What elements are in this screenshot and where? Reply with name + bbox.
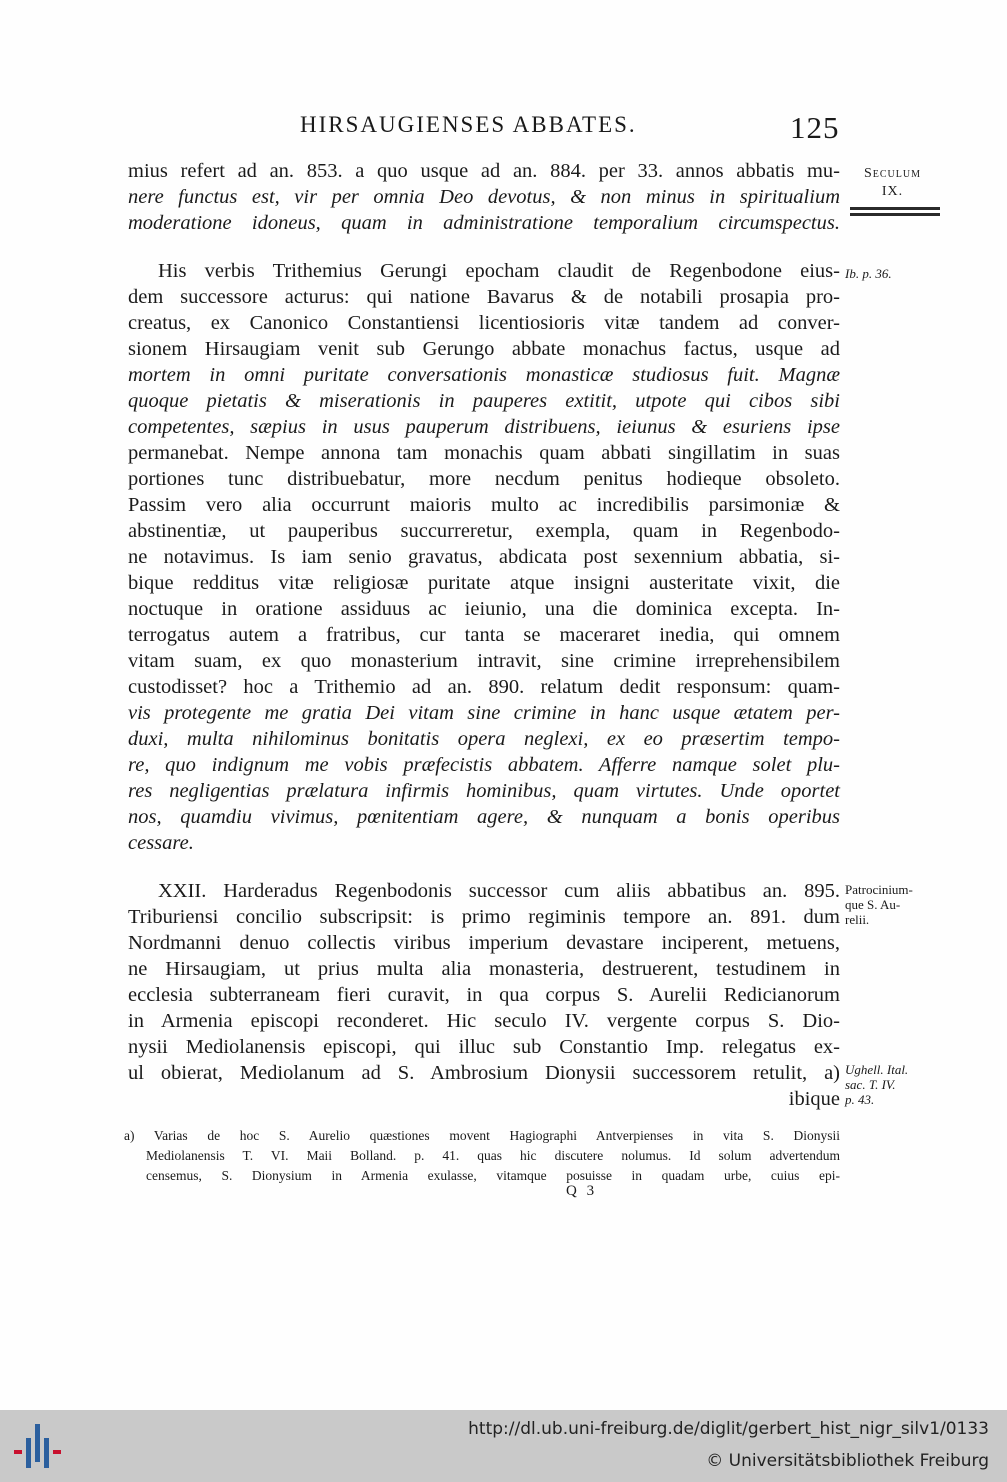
text-line: custodisset? hoc a Trithemio ad an. 890. relatum dedit responsum: quam- [128, 676, 840, 698]
text-line: mortem in omni puritate conversationis monasticæ studiosus fuit. Magnæ [128, 364, 840, 386]
text-line: cessare. [128, 832, 194, 854]
catchword: ibique [788, 1088, 840, 1110]
text-line: ul obierat, Mediolanum ad S. Ambrosium Dionysii successorem retulit, a) [128, 1062, 840, 1084]
text-line: nysii Mediolanensis episcopi, qui illuc sub Constantio Imp. relegatus ex- [128, 1036, 840, 1058]
margin-rule [850, 213, 940, 216]
text-line: re, quo indignum me vobis præfecistis abbatem. Afferre namque solet plu- [128, 754, 840, 776]
margin-note-seculum-number: IX. [881, 184, 904, 199]
text-line: ecclesia subterraneam fieri curavit, in qua corpus S. Aurelii Redicianorum [128, 984, 840, 1006]
page-number: 125 [790, 110, 840, 145]
margin-rule [850, 207, 940, 210]
text-line: XXII. Harderadus Regenbodonis successor cum aliis abbatibus an. 895. [158, 880, 840, 902]
footnote-line: Mediolanensis T. VI. Maii Bolland. p. 41. quas hic discutere nolumus. Id solum advertendum [146, 1148, 840, 1163]
text-line: vitam suam, ex quo monasterium intravit, sine crimine irreprehensibilem [128, 650, 840, 672]
footnote-line: a) Varias de hoc S. Aurelio quæstiones movent Hagiographi Antverpienses in vita S. Dionysii [124, 1128, 840, 1143]
signature-mark: Q 3 [566, 1183, 598, 1199]
text-line: His verbis Trithemius Gerungi epocham claudit de Regenbodone eius- [158, 260, 840, 282]
footnote-line: censemus, S. Dionysium in Armenia exulasse, vitamque posuisse in quadam urbe, cuius epi- [146, 1168, 840, 1183]
text-line: res negligentias prælatura infirmis hominibus, quam virtutes. Unde oportet [128, 780, 840, 802]
text-line: portiones tunc distribuebatur, more necdum penitus hodieque obsoleto. [128, 468, 840, 490]
text-line: Triburiensi concilio subscripsit: is primo regiminis tempore an. 891. dum [128, 906, 840, 928]
text-line: competentes, sæpius in usus pauperum distribuens, ieiunus & esuriens ipse [128, 416, 840, 438]
text-line: duxi, multa nihilominus bonitatis opera neglexi, ex eo præsertim tempo- [128, 728, 840, 750]
text-line: nos, quamdiu vivimus, pœnitentiam agere, & nunquam a bonis operibus [128, 806, 840, 828]
permalink-url[interactable]: http://dl.ub.uni-freiburg.de/diglit/gerbert_hist_nigr_silv1/0133 [468, 1419, 989, 1439]
text-line: nere functus est, vir per omnia Deo devotus, & non minus in spiritualium [128, 186, 840, 208]
text-line: Nordmanni denuo collectis viribus imperium devastare inciperent, metuens, [128, 932, 840, 954]
text-line: dem successore acturus: qui natione Bavarus & de notabili prosapia pro- [128, 286, 840, 308]
text-line: mius refert ad an. 853. a quo usque ad an. 884. per 33. annos abbatis mu- [128, 160, 840, 182]
running-head: HIRSAUGIENSES ABBATES. [300, 112, 637, 137]
text-line: vis protegente me gratia Dei vitam sine crimine in hanc usque ætatem per- [128, 702, 840, 724]
viewer-footer [0, 1410, 1007, 1482]
copyright-notice: © Universitätsbibliothek Freiburg [706, 1451, 989, 1471]
margin-note-patrocinium: Patrocinium- que S. Au- relii. [845, 882, 913, 927]
text-line: in Armenia episcopi reconderet. Hic seculo IV. vergente corpus S. Dio- [128, 1010, 840, 1032]
text-line: noctuque in oratione assiduus ac ieiunio, una die dominica excepta. In- [128, 598, 840, 620]
text-line: creatus, ex Canonico Constantiensi licentiosioris vitæ tandem ad conver- [128, 312, 840, 334]
margin-note-seculum: Seculum [863, 166, 921, 181]
text-line: moderatione idoneus, quam in administratione temporalium circumspectus. [128, 212, 840, 234]
text-line: terrogatus autem a fratribus, cur tanta se maceraret inedia, qui omnem [128, 624, 840, 646]
text-line: abstinentiæ, ut pauperibus succurreretur, exempla, quam in Regenbodo- [128, 520, 840, 542]
text-line: bique redditus vitæ religiosæ puritate atque insigni austeritate vixit, die [128, 572, 840, 594]
ub-freiburg-logo-icon [14, 1424, 64, 1468]
text-line: Passim vero alia occurrunt maioris multo ac incredibilis parsimoniæ & [128, 494, 840, 516]
text-line: quoque pietatis & miserationis in pauperes extitit, utpote qui cibos sibi [128, 390, 840, 412]
text-line: ne Hirsaugiam, ut prius multa alia monasteria, destruerent, testudinem in [128, 958, 840, 980]
text-line: permanebat. Nempe annona tam monachis quam abbati singillatim in suas [128, 442, 840, 464]
text-line: ne notavimus. Is iam senio gravatus, abdicata post sexennium abbatia, si- [128, 546, 840, 568]
margin-note-ughell: Ughell. Ital. sac. T. IV. p. 43. [845, 1062, 909, 1107]
text-line: sionem Hirsaugiam venit sub Gerungo abbate monachus factus, usque ad [128, 338, 840, 360]
margin-note-reference: Ib. p. 36. [845, 266, 892, 281]
